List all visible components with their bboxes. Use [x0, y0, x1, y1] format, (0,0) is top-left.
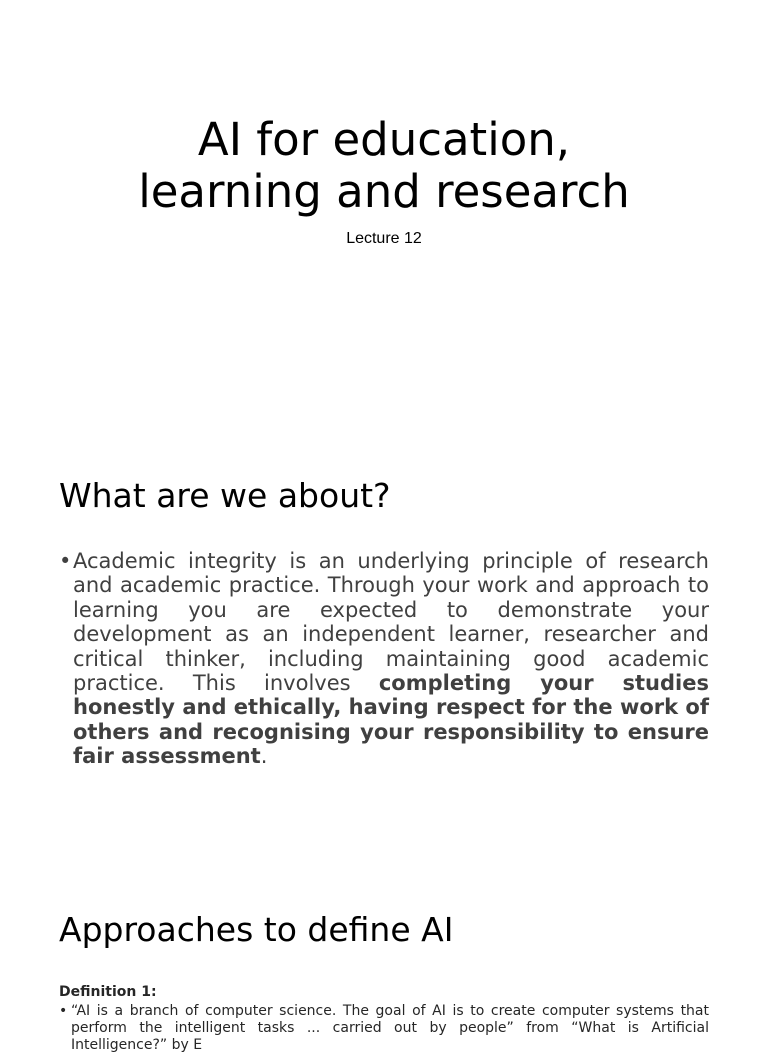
title-slide — [0, 0, 768, 432]
presentation-subtitle: Lecture 12 — [346, 230, 422, 247]
bullet-icon: • — [59, 1003, 68, 1019]
title-line-2: learning and research — [138, 165, 630, 218]
approaches-slide — [0, 864, 768, 1053]
bullet-text — [73, 549, 709, 769]
presentation-title — [0, 114, 768, 218]
slide-heading: What are we about? — [59, 476, 391, 515]
slide-heading: Approaches to define AI — [59, 910, 454, 949]
title-line-1: AI for education, — [197, 113, 571, 166]
bullet-icon: • — [59, 549, 72, 573]
bullet-item — [59, 549, 709, 769]
definition-bullet — [59, 1003, 709, 1054]
definition-text: “AI is a branch of computer science. The goal of AI is to create computer systems that perform the intelligent tasks ... carried out by people” from “What is Artificial Intelligence?” by E — [71, 1003, 709, 1053]
bullet-text-bold: completing your studies honestly and ethically, having respect for the work of others and recognising your responsibility to ensure fair assessment — [73, 671, 709, 769]
bullet-text-end: . — [260, 744, 268, 769]
about-slide — [0, 432, 768, 864]
bullet-text-plain: Academic integrity is an underlying principle of research and academic practice. Through your work and approach to learning you are expected to demonstrate your development as an independent learner, researcher and critical thinker, including maintaining good academic practice. This involves — [73, 549, 709, 696]
definition-label: Definition 1: — [59, 984, 157, 1000]
